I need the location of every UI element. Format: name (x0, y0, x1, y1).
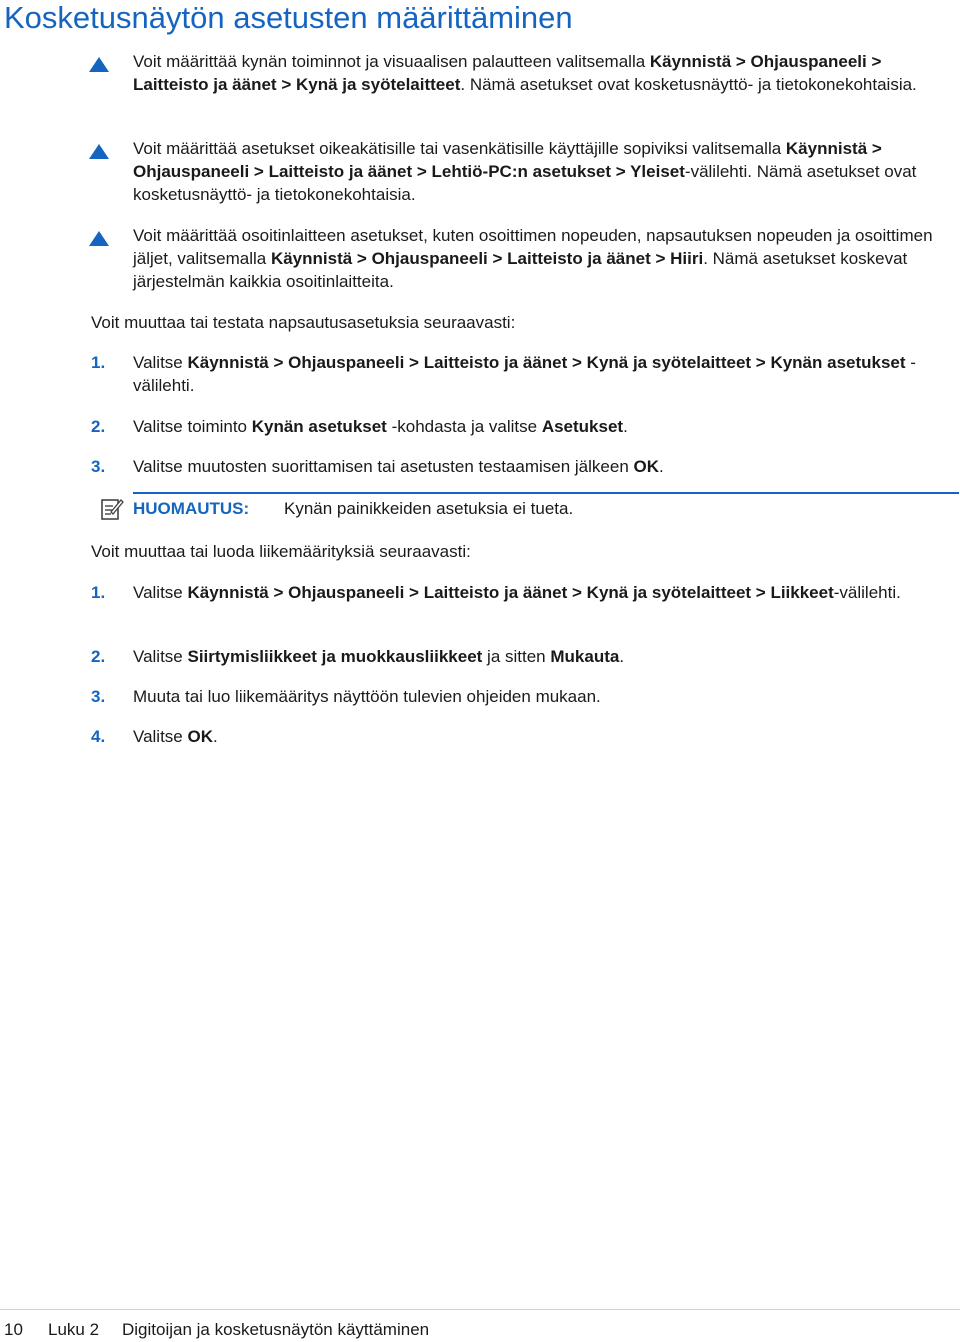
step-number: 1. (91, 583, 106, 602)
bold-text-segment: Mukauta (550, 647, 620, 666)
text-segment: . (619, 647, 625, 666)
step-text (133, 725, 948, 748)
text-segment: Voit määrittää osoitinlaitteen asetukset, kuten osoittimen nopeuden, napsautuksen nopeuden ja osoittimen jäljet, valitsemalla (133, 226, 933, 268)
footer-page-number: 10 (4, 1320, 23, 1339)
bold-text-segment: Siirtymisliikkeet ja muokkausliikkeet (187, 647, 483, 666)
section-intro: Voit muuttaa tai luoda liikemäärityksiä seuraavasti: (91, 542, 471, 561)
bold-text-segment: Käynnistä > Ohjauspaneeli > Laitteisto ja äänet > Kynä ja syötelaitteet (133, 52, 882, 94)
step-text (133, 415, 948, 438)
step-number: 1. (91, 353, 106, 372)
footer-chapter-title: Digitoijan ja kosketusnäytön käyttäminen (122, 1320, 430, 1339)
bullet-paragraph (133, 137, 948, 206)
triangle-bullet-icon (89, 231, 109, 246)
text-segment: . Nämä asetukset ovat kosketusnäyttö- ja tietokonekohtaisia. (460, 75, 917, 94)
note-label: HUOMAUTUS: (133, 499, 250, 518)
footer-chapter: Luku 2 (48, 1320, 100, 1339)
step-text (133, 581, 948, 604)
triangle-bullet-icon (89, 144, 109, 159)
text-segment: . Nämä asetukset koskevat järjestelmän kaikkia osoitinlaitteita. (133, 249, 908, 291)
bold-text-segment: OK (633, 457, 660, 476)
bold-text-segment: Käynnistä > Ohjauspaneeli > Laitteisto ja äänet > Kynä ja syötelaitteet > Liikkeet (187, 583, 834, 602)
text-segment: Valitse (133, 727, 188, 746)
text-segment: -välilehti. (833, 583, 901, 602)
section-intro: Voit muuttaa tai testata napsautusasetuksia seuraavasti: (91, 313, 516, 332)
bullet-paragraph (133, 224, 948, 293)
step-text (133, 645, 948, 668)
bold-text-segment: OK (187, 727, 213, 746)
bold-text-segment: Käynnistä > Ohjauspaneeli > Laitteisto ja äänet > Kynä ja syötelaitteet > Kynän asetukset (187, 353, 906, 372)
note-text: Kynän painikkeiden asetuksia ei tueta. (284, 499, 574, 518)
step-text (133, 455, 948, 478)
step-number: 2. (91, 647, 106, 666)
bold-text-segment: Kynän asetukset (251, 417, 387, 436)
text-segment: Voit määrittää kynän toiminnot ja visuaalisen palautteen valitsemalla (133, 52, 650, 71)
triangle-bullet-icon (89, 57, 109, 72)
note-pencil-icon (100, 497, 124, 521)
text-segment: Valitse (133, 583, 188, 602)
text-segment: Valitse muutosten suorittamisen tai asetusten testaamisen jälkeen (133, 457, 634, 476)
text-segment: Valitse toiminto (133, 417, 252, 436)
footer-divider (0, 1309, 960, 1310)
bold-text-segment: Käynnistä > Ohjauspaneeli > Laitteisto ja äänet > Lehtiö-PC:n asetukset > Yleiset (133, 139, 882, 181)
text-segment: . (623, 417, 628, 436)
text-segment: . (659, 457, 664, 476)
step-number: 3. (91, 687, 106, 706)
step-number: 2. (91, 417, 106, 436)
text-segment: . (213, 727, 218, 746)
step-number: 3. (91, 457, 106, 476)
text-segment: ja sitten (482, 647, 551, 666)
text-segment: Valitse (133, 353, 188, 372)
text-segment: -välilehti. Nämä asetukset ovat kosketusnäyttö- ja tietokonekohtaisia. (133, 162, 917, 204)
step-number: 4. (91, 727, 106, 746)
bold-text-segment: Käynnistä > Ohjauspaneeli > Laitteisto ja äänet > Hiiri (270, 249, 704, 268)
step-text (133, 685, 948, 708)
text-segment: -välilehti. (133, 353, 916, 395)
step-text (133, 351, 948, 397)
text-segment: -kohdasta ja valitse (386, 417, 542, 436)
page-title: Kosketusnäytön asetusten määrittäminen (4, 0, 573, 35)
bullet-paragraph (133, 50, 948, 96)
bold-text-segment: Asetukset (541, 417, 624, 436)
text-segment: Muuta tai luo liikemääritys näyttöön tulevien ohjeiden mukaan. (133, 687, 601, 706)
text-segment: Voit määrittää asetukset oikeakätisille tai vasenkätisille käyttäjille sopiviksi valitsemalla (133, 139, 786, 158)
text-segment: Valitse (133, 647, 188, 666)
note-divider (133, 492, 959, 494)
